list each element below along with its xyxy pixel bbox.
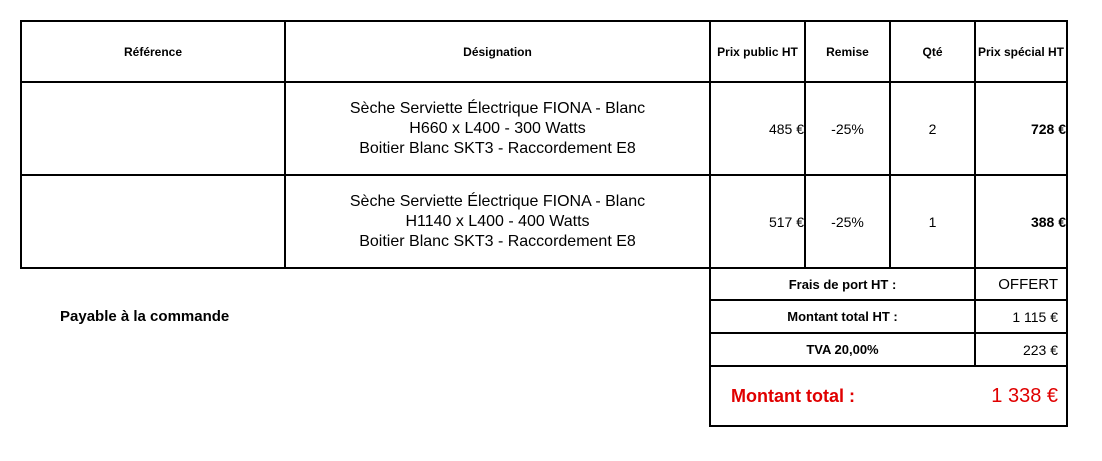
montant-ht-value: 1 115 € [1012,308,1058,325]
designation-line: Boitier Blanc SKT3 - Raccordement E8 [359,139,636,157]
header-qte: Qté [922,44,943,59]
header-reference: Référence [123,44,183,59]
header-remise: Remise [826,44,869,59]
header-prix-special: Prix spécial HT [977,44,1065,59]
row-prix-special: 388 € [1030,213,1066,230]
designation-line: Boitier Blanc SKT3 - Raccordement E8 [359,232,636,250]
row-designation [286,176,709,267]
row-reference [22,83,284,174]
row-prix-public: 485 € [768,120,804,137]
row-remise: -25% [831,120,864,137]
header-prix-public: Prix public HT [717,44,798,59]
row-designation [286,83,709,174]
montant-total-value: 1 338 € [991,384,1058,407]
row-prix-special: 728 € [1030,120,1066,137]
montant-ht-label: Montant total HT : [787,309,898,324]
designation-line: H660 x L400 - 300 Watts [409,119,586,137]
frais-de-port-value: OFFERT [998,275,1058,293]
row-qte: 2 [928,120,937,137]
row-reference [22,176,284,267]
header-designation: Désignation [463,44,532,59]
tva-label: TVA 20,00% [806,342,879,357]
tva-value: 223 € [1022,341,1058,358]
designation-line: Sèche Serviette Électrique FIONA - Blanc [349,99,646,117]
row-remise: -25% [831,213,864,230]
designation-line: Sèche Serviette Électrique FIONA - Blanc [349,192,646,210]
row-qte: 1 [928,213,937,230]
row-prix-public: 517 € [768,213,804,230]
designation-line: H1140 x L400 - 400 Watts [405,212,590,230]
frais-de-port-label: Frais de port HT : [788,276,897,292]
payment-note: Payable à la commande [60,308,230,325]
montant-total-label: Montant total : [731,385,855,406]
